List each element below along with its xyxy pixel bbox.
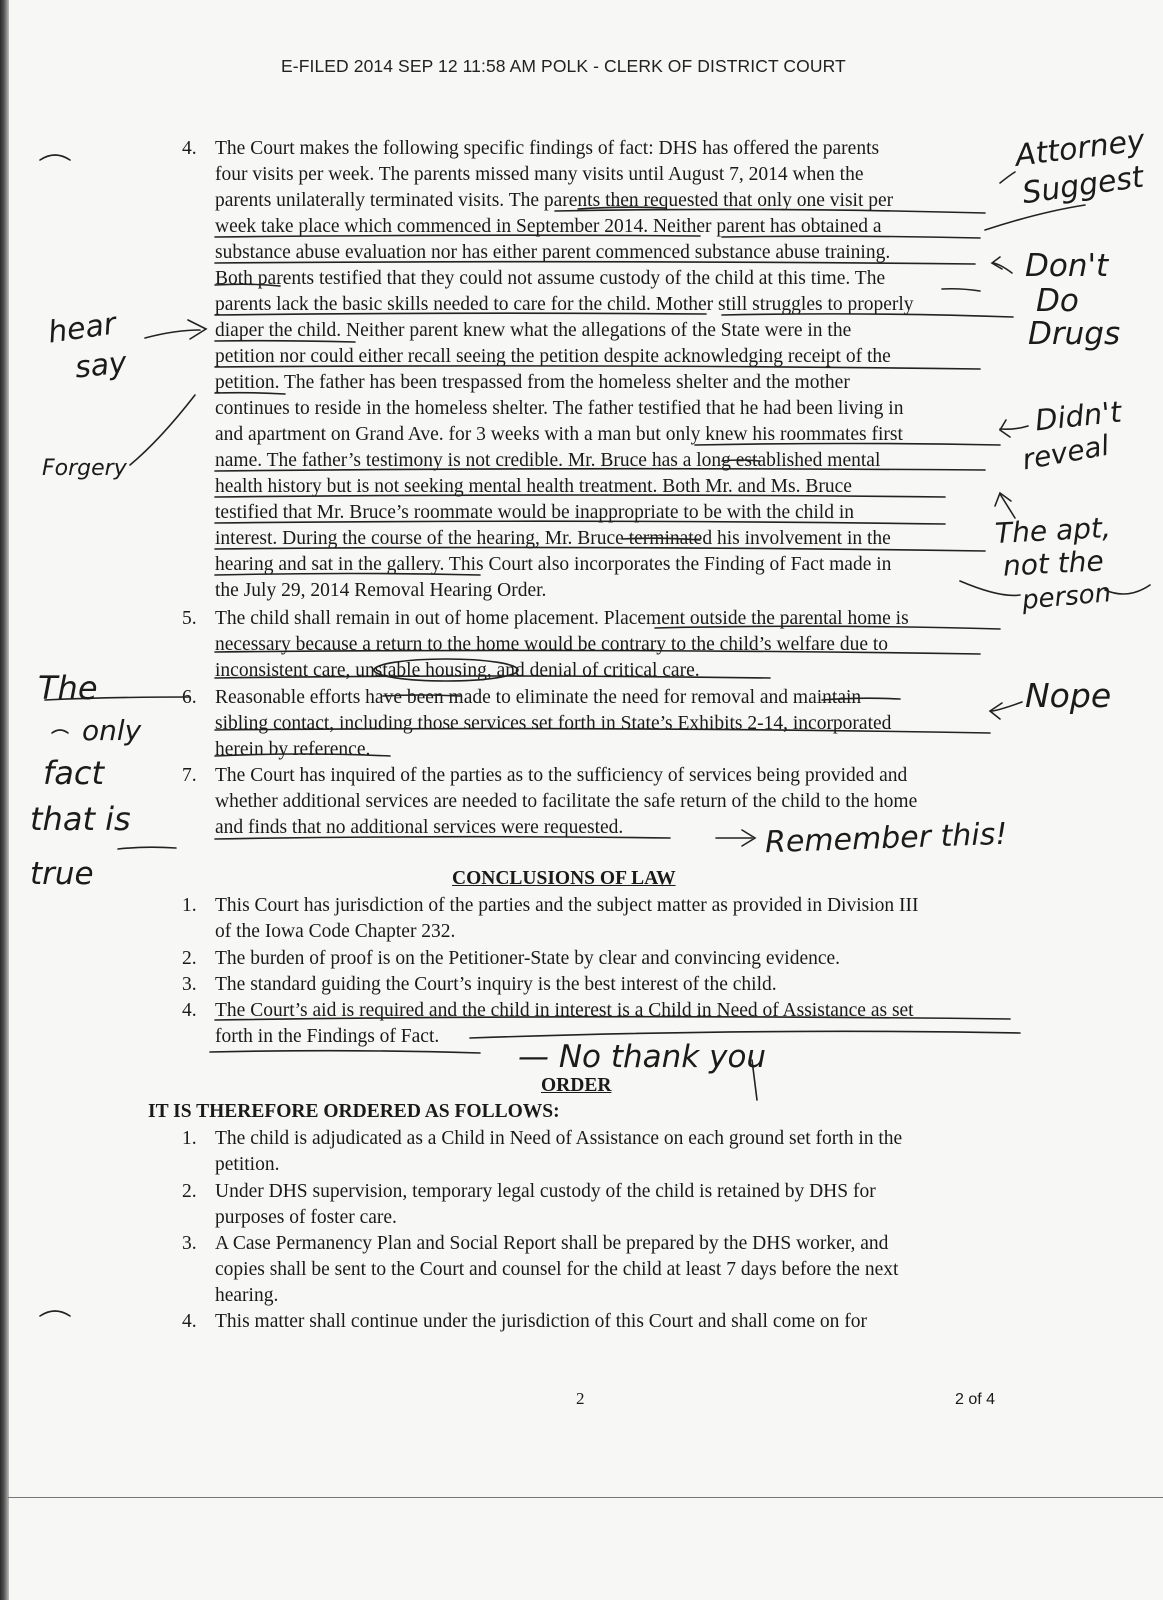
conclusion-number: 2. [182,948,197,969]
handwritten-note: not the [1002,544,1105,583]
scan-page-edge [8,1497,1163,1498]
order-line: petition. [215,1154,280,1175]
conclusion-number: 3. [182,974,197,995]
handwritten-note: that is [30,800,131,838]
finding-4-line: parents lack the basic skills needed to care for the child. Mother still struggles to properly [215,294,914,315]
handwritten-note: Don't [1025,248,1109,284]
conclusion-line: forth in the Findings of Fact. [215,1026,440,1047]
order-line: This matter shall continue under the jurisdiction of this Court and shall come on for [215,1311,868,1332]
finding-6-line: herein by reference. [215,739,371,760]
conclusion-number: 4. [182,1000,197,1021]
page-count: 2 of 4 [955,1391,996,1408]
finding-5-line: inconsistent care, unstable housing, and denial of critical care. [215,660,700,681]
order-line: copies shall be sent to the Court and counsel for the child at least 7 days before the next [215,1259,899,1280]
handwritten-note: Nope [1025,676,1112,715]
handwritten-note: Drugs [1028,316,1121,352]
order-number: 3. [182,1233,197,1254]
finding-6-number: 6. [182,687,197,708]
conclusions-heading: CONCLUSIONS OF LAW [452,868,676,889]
order-subheading: IT IS THEREFORE ORDERED AS FOLLOWS: [148,1101,560,1122]
finding-6-line: Reasonable efforts have been made to eliminate the need for removal and maintain [215,687,862,708]
conclusion-line: This Court has jurisdiction of the parties and the subject matter as provided in Division III [215,895,919,916]
finding-5-line: The child shall remain in out of home placement. Placement outside the parental home is [215,608,909,629]
finding-4-line: the July 29, 2014 Removal Hearing Order. [215,580,547,601]
order-heading: ORDER [541,1075,612,1096]
finding-4-line: testified that Mr. Bruce’s roommate would be inappropriate to be with the child in [215,502,855,523]
conclusion-line: The burden of proof is on the Petitioner-State by clear and convincing evidence. [215,948,841,969]
order-line: Under DHS supervision, temporary legal custody of the child is retained by DHS for [215,1181,876,1202]
finding-4-line: petition nor could either recall seeing the petition despite acknowledging receipt of the [215,346,891,367]
handwritten-note: only [82,714,142,747]
finding-5-line: necessary because a return to the home would be contrary to the child’s welfare due to [215,634,889,655]
page-number: 2 [576,1389,585,1408]
handwritten-note: say [73,345,129,386]
finding-7-number: 7. [182,765,197,786]
finding-4-line: health history but is not seeking mental health treatment. Both Mr. and Ms. Bruce [215,476,852,497]
handwritten-note: true [30,856,94,892]
efiled-stamp: E-FILED 2014 SEP 12 11:58 AM POLK - CLERK OF DISTRICT COURT [281,56,846,76]
handwritten-note: Suggest [1020,159,1146,212]
conclusion-line: The Court’s aid is required and the child in interest is a Child in Need of Assistance as set [215,1000,914,1021]
handwritten-note: person [1020,578,1113,616]
handwritten-note: reveal [1019,428,1112,477]
order-line: The child is adjudicated as a Child in Need of Assistance on each ground set forth in the [215,1128,903,1149]
handwritten-note: Attorney [1013,123,1147,174]
finding-6-line: sibling contact, including those services set forth in State’s Exhibits 2-14, incorporated [215,713,892,734]
order-line: hearing. [215,1285,279,1306]
finding-4-line: petition. The father has been trespassed from the homeless shelter and the mother [215,372,850,393]
finding-4-line: The Court makes the following specific findings of fact: DHS has offered the parents [215,138,880,159]
finding-4-line: parents unilaterally terminated visits. The parents then requested that only one visit per [215,190,894,211]
order-line: A Case Permanency Plan and Social Report shall be prepared by the DHS worker, and [215,1233,889,1254]
finding-4-line: Both parents testified that they could not assume custody of the child at this time. The [215,268,886,289]
finding-4-line: four visits per week. The parents missed many visits until August 7, 2014 when the [215,164,864,185]
finding-4-line: name. The father’s testimony is not credible. Mr. Bruce has a long established mental [215,450,881,471]
order-line: purposes of foster care. [215,1207,397,1228]
finding-5-number: 5. [182,608,197,629]
handwritten-note: hear [45,306,119,351]
handwritten-note: fact [43,754,105,792]
conclusion-number: 1. [182,895,197,916]
handwritten-note: Do [1036,283,1079,319]
handwritten-note: Remember this! [764,816,1008,861]
finding-7-line: and finds that no additional services were requested. [215,817,624,838]
finding-4-line: substance abuse evaluation nor has either parent commenced substance abuse training. [215,242,891,263]
finding-7-line: whether additional services are needed to facilitate the safe return of the child to the home [215,791,918,812]
finding-4-line: and apartment on Grand Ave. for 3 weeks with a man but only knew his roommates first [215,424,903,445]
order-number: 4. [182,1311,197,1332]
handwritten-note: The [38,669,98,707]
finding-4-line: week take place which commenced in September 2014. Neither parent has obtained a [215,216,882,237]
handwritten-note: Forgery [42,456,127,481]
finding-4-line: interest. During the course of the hearing, Mr. Bruce terminated his involvement in the [215,528,891,549]
finding-7-line: The Court has inquired of the parties as to the sufficiency of services being provided and [215,765,908,786]
order-number: 1. [182,1128,197,1149]
order-number: 2. [182,1181,197,1202]
conclusion-line: of the Iowa Code Chapter 232. [215,921,456,942]
handwritten-note: Didn't [1033,394,1124,438]
finding-4-line: continues to reside in the homeless shelter. The father testified that he had been living in [215,398,904,419]
handwritten-note: — No thank you [518,1039,767,1075]
conclusion-line: The standard guiding the Court’s inquiry is the best interest of the child. [215,974,777,995]
finding-4-line: hearing and sat in the gallery. This Court also incorporates the Finding of Fact made in [215,554,892,575]
handwritten-note: The apt, [994,510,1112,551]
finding-4-number: 4. [182,138,197,159]
finding-4-line: diaper the child. Neither parent knew what the allegations of the State were in the [215,320,852,341]
